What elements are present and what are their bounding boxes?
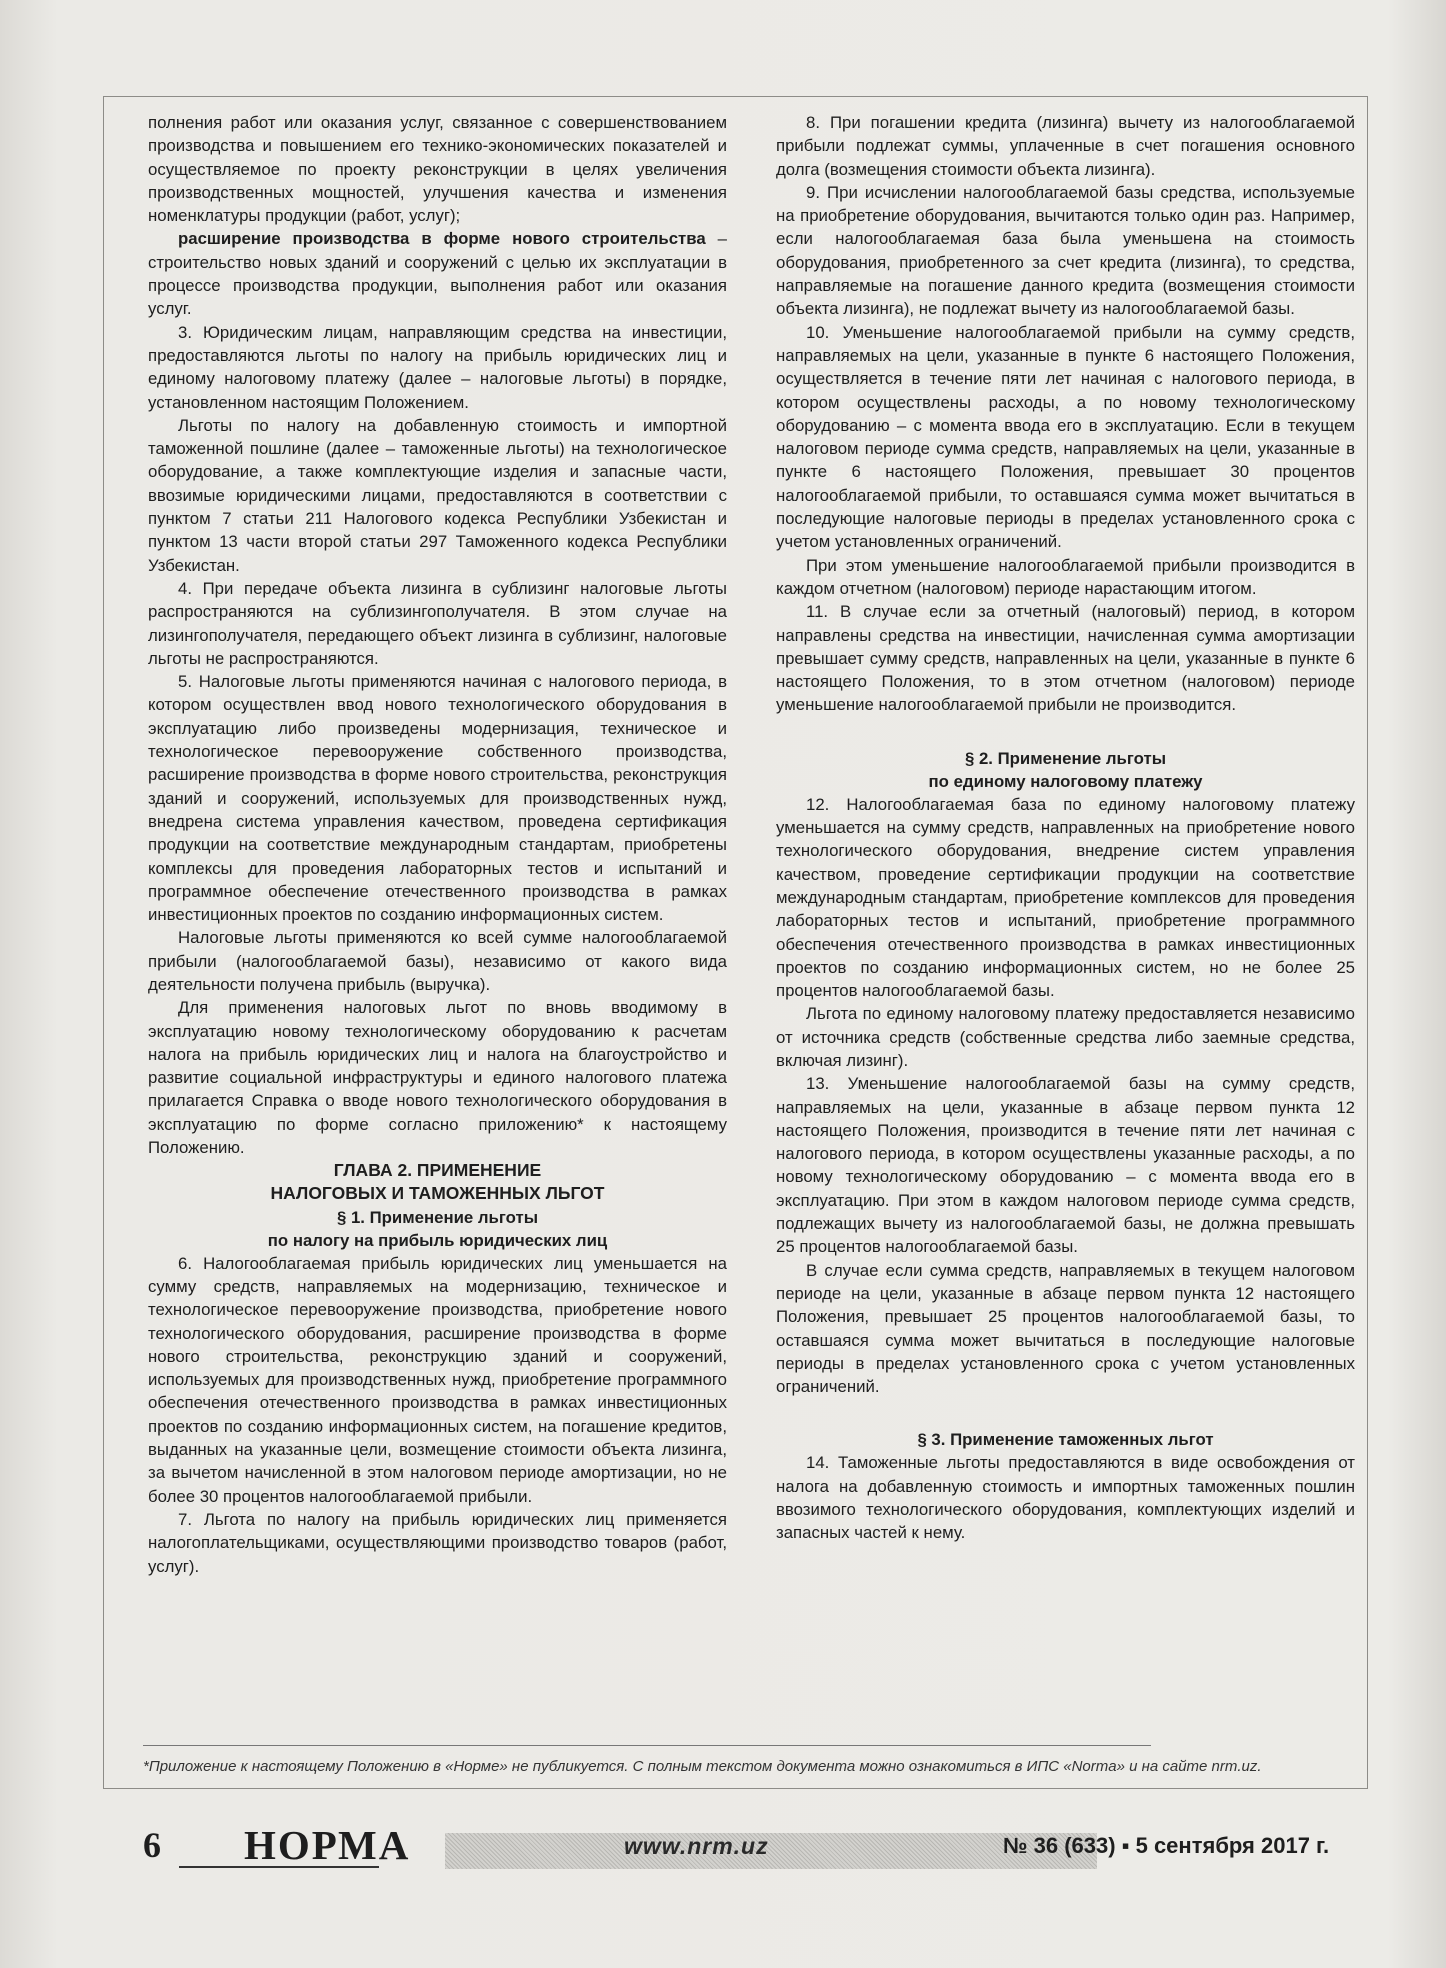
newspaper-name: НОРМА <box>244 1822 411 1868</box>
paragraph: 9. При исчислении налогооблагаемой базы средства, используемые на приобретение оборудования, вычитаются только один раз. Например, если налогооблагаемая база была уменьшена на стоимость оборудования, приобретенного за счет кредита (лизинга), то средства, направляемые на погашение данного кредита (возмещения стоимости объекта лизинга), не подлежат вычету из налогооблагаемой базы. <box>776 182 1355 319</box>
paragraph: Льгота по единому налоговому платежу предоставляется независимо от источника средств (собственные средства либо заемные средства, включая лизинг). <box>776 1004 1355 1070</box>
paragraph <box>148 227 727 320</box>
right-column <box>776 111 1355 1545</box>
paragraph: полнения работ или оказания услуг, связанное с совершенствованием производства и повышением его технико-экономических показателей и осуществляемое по проекту реконструкции в целях увеличения производственных мощностей, улучшения качества и изменения номенклатуры продукции (работ, услуг); <box>148 113 727 226</box>
paragraph: В случае если сумма средств, направляемых в текущем налоговом периоде на цели, указанные в абзаце первом пункта 12 настоящего Положения, превышает 25 процентов налогооблагаемой базы, то оставшаяся сумма может вычитаться в последующие налоговые периоды в пределах установленного срока с учетом установленных ограничений. <box>776 1260 1355 1397</box>
paragraph: При этом уменьшение налогооблагаемой прибыли производится в каждом отчетном (налоговом) периоде нарастающим итогом. <box>776 555 1355 598</box>
paragraph: 5. Налоговые льготы применяются начиная с налогового периода, в котором осуществлен ввод нового технологического оборудования в эксплуатацию либо произведены модернизация, техническое и технологическое перевооружение собственного производства, расширение производства в форме нового строительства, реконструкция зданий и сооружений, используемых для производственных нужд, внедрена система управления качеством, проведена сертификация продукции на соответствие международным стандартам, приобретены комплексы для проведения лабораторных тестов и испытаний и программное обеспечение отечественного производства в рамках инвестиционных проектов по созданию информационных систем. <box>148 672 727 925</box>
paragraph-text: – строительство новых зданий и сооружений с целью их эксплуатации в процессе производства продукции, выполнения работ или оказания услуг. <box>148 229 727 319</box>
section-heading-line: по единому налоговому платежу <box>928 771 1203 791</box>
paragraph: 4. При передаче объекта лизинга в сублизинг налоговые льготы распространяются на сублизингополучателя. В этом случае на лизингополучателя, передающего объект лизинга в сублизинг, налоговые льготы не распространяются. <box>148 578 727 668</box>
page-footer <box>143 1822 1365 1874</box>
chapter-heading-line: ГЛАВА 2. ПРИМЕНЕНИЕ <box>333 1160 542 1181</box>
section-heading-line: § 2. Применение льготы <box>964 748 1167 768</box>
paragraph: 12. Налогооблагаемая база по единому налоговому платежу уменьшается на сумму средств, направленных на приобретение нового технологического оборудования, внедрение систем управления качеством, проведение сертификации продукции на соответствие международным стандартам, приобретение комплексов для проведения лабораторных тестов и испытаний, приобретение программного обеспечения отечественного производства в рамках инвестиционных проектов по созданию информационных систем, но не более 25 процентов налогооблагаемой базы. <box>776 794 1355 1001</box>
paragraph: 14. Таможенные льготы предоставляются в виде освобождения от налога на добавленную стоимость и импортных таможенных пошлин ввозимого технологического оборудования, комплектующих изделий и запасных частей к нему. <box>776 1453 1355 1543</box>
chapter-heading-line: НАЛОГОВЫХ И ТАМОЖЕННЫХ ЛЬГОТ <box>270 1183 605 1204</box>
paragraph: 13. Уменьшение налогооблагаемой базы на сумму средств, направляемых на цели, указанные в абзаце первом пункта 12 настоящего Положения, производится в течение пяти лет начиная с налогового периода, в котором осуществлены указанные расходы, а по новому технологическому оборудованию – с момента ввода его в эксплуатацию. При этом в каждом налоговом периоде сумма средств, подлежащих вычету из налогооблагаемой базы, не должна превышать 25 процентов налогооблагаемой базы. <box>776 1074 1355 1257</box>
paragraph: Для применения налоговых льгот по вновь вводимому в эксплуатацию новому технологическому оборудованию к расчетам налога на прибыль юридических лиц и налога на благоустройство и развитие социальной инфраструктуры и единого налогового платежа прилагается Справка о вводе нового технологического оборудования в эксплуатацию по форме согласно приложению* к настоящему Положению. <box>148 998 727 1158</box>
left-column <box>148 111 727 1578</box>
issue-info: № 36 (633) ▪ 5 сентября 2017 г. <box>1003 1833 1330 1858</box>
paragraph: Налоговые льготы применяются ко всей сумме налогооблагаемой прибыли (налогооблагаемой базы), независимо от какого вида деятельности получена прибыль (выручка). <box>148 928 727 994</box>
website-link[interactable]: www.nrm.uz <box>624 1833 769 1859</box>
section-heading: § 3. Применение таможенных льгот <box>917 1430 1214 1450</box>
section-heading-line: § 1. Применение льготы <box>336 1207 539 1227</box>
paragraph: 11. В случае если за отчетный (налоговый) период, в котором направлены средства на инвестиции, начисленная сумма амортизации превышает сумму средств, направленных на цели, указанные в пункте 6 настоящего Положения, то в этом отчетном (налоговом) периоде уменьшение налогооблагаемой прибыли не производится. <box>776 602 1355 715</box>
paragraph: 7. Льгота по налогу на прибыль юридических лиц применяется налогоплательщиками, осуществляющими производство товаров (работ, услуг). <box>148 1509 727 1576</box>
section-heading-line: по налогу на прибыль юридических лиц <box>267 1230 608 1250</box>
paragraph: Льготы по налогу на добавленную стоимость и импортной таможенной пошлине (далее – таможенные льготы) на технологическое оборудование, а также комплектующие изделия и запасные части, ввозимые юридическими лицами, предоставляются в соответствии с пунктом 7 статьи 211 Налогового кодекса Республики Узбекистан и пунктом 13 части второй статьи 297 Таможенного кодекса Республики Узбекистан. <box>148 415 727 575</box>
paragraph: 3. Юридическим лицам, направляющим средства на инвестиции, предоставляются льготы по налогу на прибыль юридических лиц и единому налоговому платежу (далее – налоговые льготы) в порядке, установленном настоящим Положением. <box>148 322 727 412</box>
bold-term: расширение производства в форме нового строительства <box>178 229 706 249</box>
paragraph: 8. При погашении кредита (лизинга) вычету из налогооблагаемой прибыли подлежат суммы, уплаченные в счет погашения основного долга (возмещения стоимости объекта лизинга). <box>776 113 1355 179</box>
footnote-divider <box>143 1745 1151 1746</box>
footer-halftone-band <box>445 1833 1097 1869</box>
paragraph: 6. Налогооблагаемая прибыль юридических лиц уменьшается на сумму средств, направляемых на модернизацию, техническое и технологическое перевооружение производства, приобретение нового технологического оборудования, расширение производства в форме нового строительства, реконструкцию зданий и сооружений, используемых для производственных нужд, приобретение программного обеспечения отечественного производства в рамках инвестиционных проектов по созданию информационных систем, на погашение кредитов, выданных на указанные цели, возмещение стоимости объекта лизинга, за вычетом начисленной в этом налоговом периоде амортизации, но не более 30 процентов налогооблагаемой прибыли. <box>148 1253 727 1506</box>
page-number: 6 <box>143 1825 161 1865</box>
paragraph: 10. Уменьшение налогооблагаемой прибыли на сумму средств, направляемых на цели, указанные в пункте 6 настоящего Положения, осуществляется в течение пяти лет начиная с налогового периода, в котором осуществлены расходы, а по новому технологическому оборудованию – с момента ввода его в эксплуатацию. Если в текущем налоговом периоде сумма средств, направляемых на цели, указанные в пункте 6 настоящего Положения, превышает 30 процентов налогооблагаемой прибыли, то оставшаяся сумма может вычитаться в последующие налоговые периоды в пределах установленного срока с учетом установленных ограничений. <box>776 322 1355 552</box>
footnote: *Приложение к настоящему Положению в «Норме» не публикуется. С полным текстом документа можно ознакомиться в ИПС «Norma» и на сайте nrm.uz. <box>143 1758 1262 1775</box>
